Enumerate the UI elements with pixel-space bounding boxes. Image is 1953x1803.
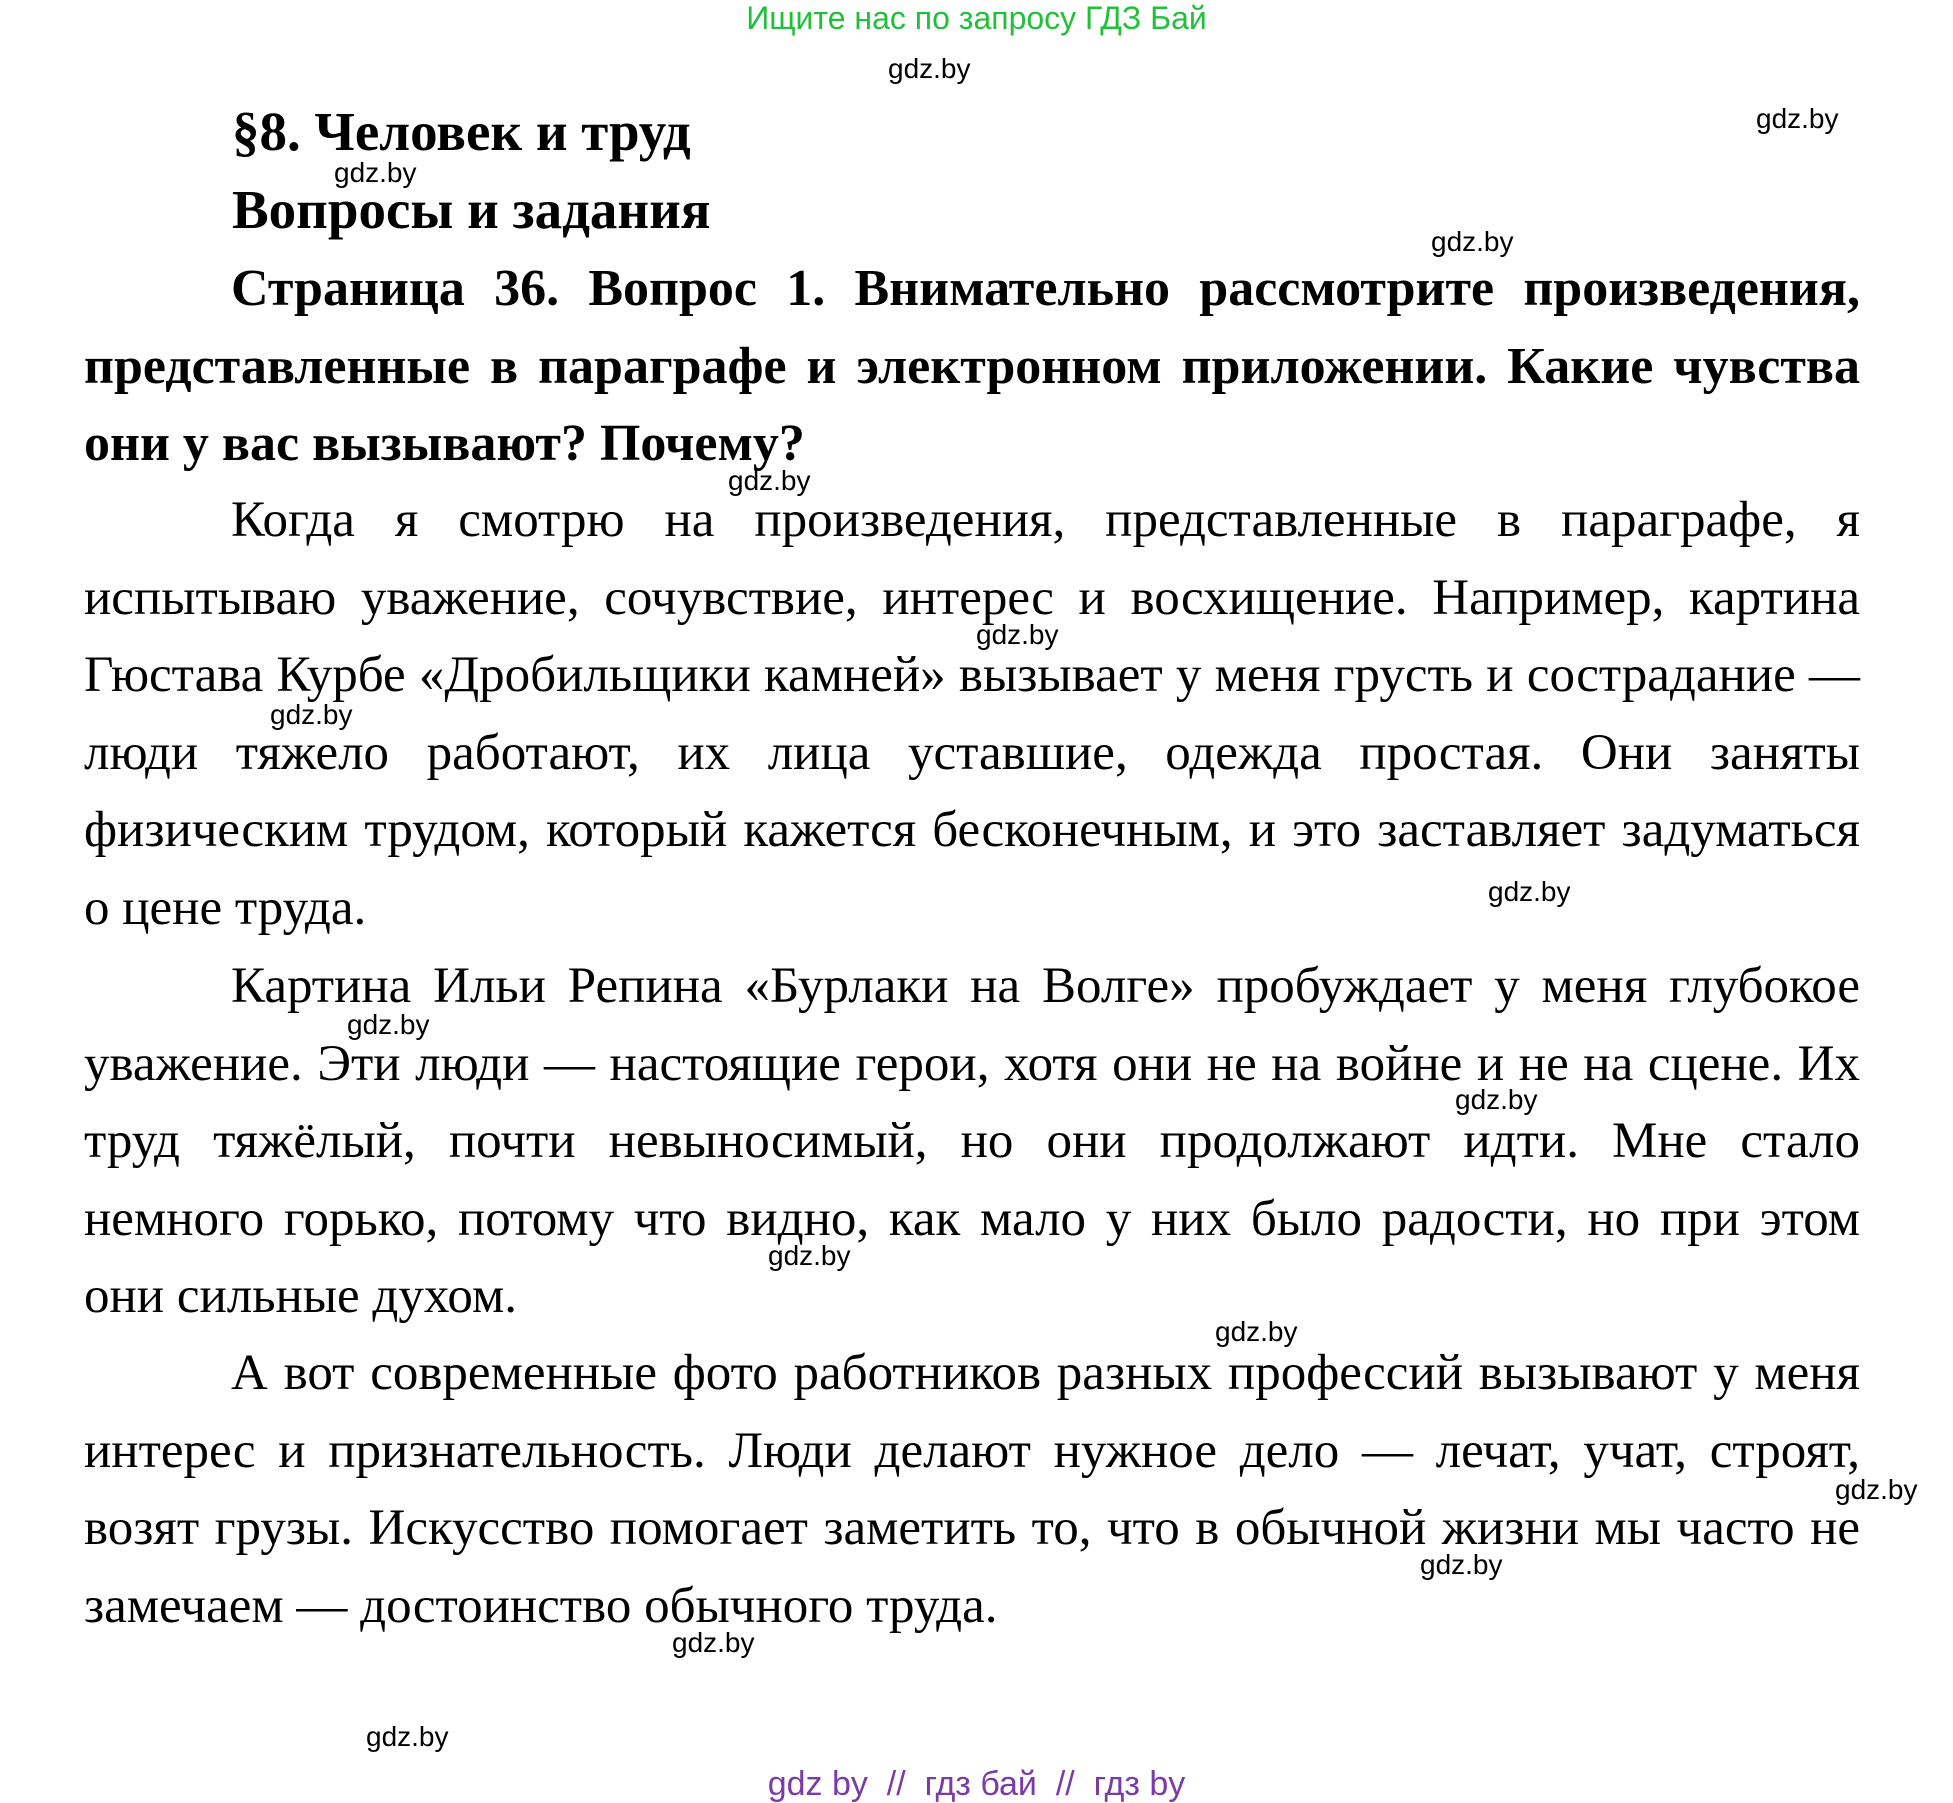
watermark: gdz.by [1215,1316,1298,1347]
watermark: gdz.by [334,157,417,188]
footer-links: gdz by // гдз бай // гдз by [767,1765,1186,1803]
watermark: gdz.by [1756,103,1839,134]
watermark: gdz.by [270,699,353,730]
answer-paragraph-1: Когда я смотрю на произведения, представленные в параграфе, я испытываю уважение, сочувствие, интерес и восхищение. Например, картина Гюстава Курбе «Дробильщики камней» вызывает у меня грусть и сострадание — люди тяжело работают, их лица уставшие, одежда простая. Они заняты физическим трудом, который кажется бесконечным, и это заставляет задуматься о цене труда. [84,492,1860,936]
watermark: gdz.by [1488,876,1571,907]
watermark: gdz.by [1420,1549,1503,1580]
watermark: gdz.by [768,1240,851,1271]
watermark: gdz.by [888,53,971,84]
watermark: gdz.by [1431,226,1514,257]
watermark: gdz.by [1455,1084,1538,1115]
question-text: Страница 36. Вопрос 1. Внимательно рассмотрите произведения, представленные в параграфе и электронном приложении. Какие чувства они у вас вызывают? Почему? [84,260,1860,472]
subsection-title: Вопросы и задания [232,179,711,240]
watermark: gdz.by [672,1627,755,1658]
watermark: gdz.by [347,1009,430,1040]
answer-paragraph-2-block [84,948,1860,1336]
watermark: gdz.by [976,619,1059,650]
answer-paragraph-3: А вот современные фото работников разных профессий вызывают у меня интерес и признательность. Люди делают нужное дело — лечат, учат, строят, возят грузы. Искусство помогает заметить то, что в обычной жизни мы часто не замечаем — достоинство обычного труда. [84,1345,1860,1634]
watermark: gdz.by [728,465,811,496]
answer-paragraph-3-block [84,1335,1860,1645]
section-title: §8. Человек и труд [232,101,691,162]
answer-paragraph-2: Картина Ильи Репина «Бурлаки на Волге» пробуждает у меня глубокое уважение. Эти люди — настоящие герои, хотя они не на войне и не на сцене. Их труд тяжёлый, почти невыносимый, но они продолжают идти. Мне стало немного горько, потому что видно, как мало у них было радости, но при этом они сильные духом. [84,958,1860,1324]
search-hint-banner: Ищите нас по запросу ГДЗ Бай [746,0,1207,36]
watermark: gdz.by [1835,1474,1918,1505]
watermark: gdz.by [366,1721,449,1752]
question-block [84,250,1860,483]
